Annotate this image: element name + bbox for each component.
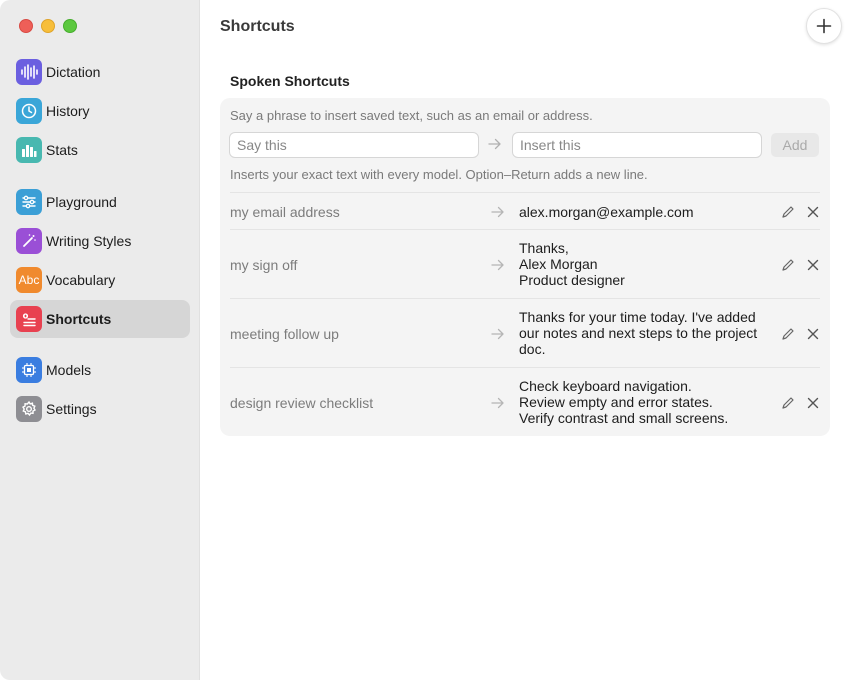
sidebar-item-playground[interactable] (10, 183, 190, 221)
shortcut-text: Check keyboard navigation. Review empty and error states. Verify contrast and small screens. (519, 378, 729, 426)
hint-text: Say a phrase to insert saved text, such as an email or address. (230, 108, 593, 123)
page-title: Shortcuts (220, 18, 295, 35)
insert-this-placeholder: Insert this (520, 137, 581, 153)
bar-chart-icon (16, 137, 42, 163)
sidebar-item-vocabulary[interactable] (10, 261, 190, 299)
sidebar-item-label: History (46, 103, 90, 119)
pencil-icon (781, 327, 795, 341)
close-window-button[interactable] (19, 19, 33, 33)
sidebar (0, 0, 200, 680)
window-controls (19, 19, 77, 33)
arrow-right-icon (488, 138, 502, 150)
shortcut-phrase: my sign off (230, 257, 298, 273)
shortcut-text: Thanks, Alex Morgan Product designer (519, 240, 625, 288)
section-title: Spoken Shortcuts (230, 73, 350, 89)
shortcut-text: Thanks for your time today. I've added our notes and next steps to the project doc. (519, 309, 758, 357)
delete-button[interactable] (804, 203, 822, 221)
minimize-window-button[interactable] (41, 19, 55, 33)
close-icon (807, 259, 819, 271)
sidebar-item-label: Settings (46, 401, 97, 417)
sidebar-item-label: Dictation (46, 64, 101, 80)
pencil-icon (781, 396, 795, 410)
shortcut-phrase: meeting follow up (230, 326, 339, 342)
arrow-right-icon (491, 206, 505, 218)
plus-icon (816, 18, 832, 34)
close-icon (807, 397, 819, 409)
shortcut-text: alex.morgan@example.com (519, 204, 694, 220)
shortcut-row (230, 192, 820, 229)
edit-button[interactable] (779, 256, 797, 274)
shortcut-row (230, 229, 820, 298)
pencil-icon (781, 258, 795, 272)
pencil-icon (781, 205, 795, 219)
shortcut-phrase: design review checklist (230, 395, 374, 411)
arrow-right-icon (491, 328, 505, 340)
shortcut-phrase: my email address (230, 204, 340, 220)
arrow-right-icon (491, 397, 505, 409)
delete-button[interactable] (804, 256, 822, 274)
shortcut-list-icon (16, 306, 42, 332)
delete-button[interactable] (804, 325, 822, 343)
sidebar-item-stats[interactable] (10, 131, 190, 169)
sidebar-item-label: Models (46, 362, 92, 378)
sliders-icon (16, 189, 42, 215)
sidebar-item-label: Shortcuts (46, 311, 112, 327)
sidebar-item-writing-styles[interactable] (10, 222, 190, 260)
add-shortcut-button[interactable] (806, 8, 842, 44)
sidebar-item-dictation[interactable] (10, 53, 190, 91)
sidebar-item-models[interactable] (10, 351, 190, 389)
sidebar-item-shortcuts[interactable] (10, 300, 190, 338)
shortcuts-panel (220, 98, 830, 436)
sidebar-item-label: Writing Styles (46, 233, 132, 249)
main-content (200, 0, 850, 680)
edit-button[interactable] (779, 394, 797, 412)
arrow-right-icon (491, 259, 505, 271)
insert-this-input[interactable] (512, 132, 762, 158)
say-this-placeholder: Say this (237, 137, 287, 153)
magic-wand-icon (16, 228, 42, 254)
sidebar-item-label: Stats (46, 142, 78, 158)
sidebar-item-settings[interactable] (10, 390, 190, 428)
close-icon (807, 328, 819, 340)
edit-button[interactable] (779, 203, 797, 221)
chip-icon (16, 357, 42, 383)
zoom-window-button[interactable] (63, 19, 77, 33)
abc-icon: Abc (16, 267, 42, 293)
say-this-input[interactable] (229, 132, 479, 158)
waveform-icon (16, 59, 42, 85)
close-icon (807, 206, 819, 218)
sidebar-item-label: Playground (46, 194, 117, 210)
clock-icon (16, 98, 42, 124)
gear-icon (16, 396, 42, 422)
sidebar-item-label: Vocabulary (46, 272, 116, 288)
shortcut-row (230, 298, 820, 367)
delete-button[interactable] (804, 394, 822, 412)
sidebar-item-history[interactable] (10, 92, 190, 130)
add-button[interactable]: Add (771, 133, 819, 157)
hint-text: Inserts your exact text with every model. Option–Return adds a new line. (230, 167, 648, 182)
edit-button[interactable] (779, 325, 797, 343)
shortcut-row (230, 367, 820, 436)
